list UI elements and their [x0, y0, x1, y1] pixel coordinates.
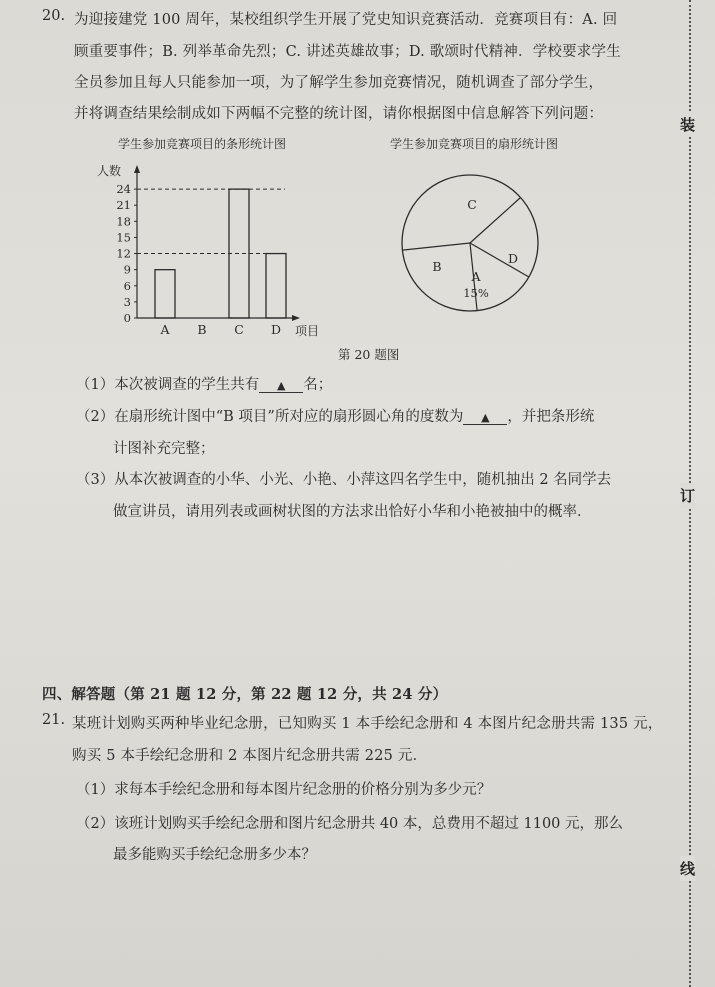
y-axis-arrow	[134, 165, 140, 173]
x-axis-arrow	[292, 315, 300, 321]
answer-blank-2[interactable]: ▲	[463, 411, 507, 425]
figure-caption: 第 20 题图	[338, 347, 400, 362]
x-tick-label: B	[197, 322, 207, 337]
q20-line-1: 为迎接建党 100 周年，某校组织学生开展了党史知识竞赛活动．竞赛项目有：A. 回	[74, 12, 618, 28]
y-tick-label: 6	[123, 278, 131, 293]
q20-sub2-line2: 计图补充完整；	[113, 441, 215, 457]
q20-sub2-suffix: ，并把条形统	[507, 409, 595, 425]
q21-line-2: 购买 5 本手绘纪念册和 2 本图片纪念册共需 225 元．	[72, 748, 428, 764]
pie-slice-edge-D	[470, 197, 521, 243]
q20-sub1-suffix: 名；	[303, 377, 333, 393]
x-tick-label: D	[270, 322, 282, 337]
q21-line-1: 某班计划购买两种毕业纪念册，已知购买 1 本手绘纪念册和 4 本图片纪念册共需 135 元，	[72, 716, 663, 732]
y-tick-label: 9	[123, 262, 131, 277]
binding-char-zhuang: 装	[680, 112, 695, 137]
pie-chart	[395, 170, 565, 320]
pie-label-D: D	[507, 251, 519, 266]
pie-chart-title: 学生参加竞赛项目的扇形统计图	[390, 137, 559, 151]
y-tick-label: 15	[116, 230, 131, 245]
y-tick-label: 18	[116, 214, 131, 229]
answer-blank-1[interactable]: ▲	[259, 379, 303, 393]
q20-line-4: 并将调查结果绘制成如下两幅不完整的统计图，请你根据图中信息解答下列问题：	[74, 106, 604, 122]
pie-label-C: C	[467, 197, 477, 212]
pie-slice-edge-C	[402, 243, 470, 250]
binding-char-ding: 订	[680, 483, 695, 508]
bar-A	[155, 270, 175, 318]
x-axis-label: 项目	[295, 324, 320, 338]
question-21-number: 21.	[42, 712, 66, 728]
x-tick-label: C	[234, 322, 244, 337]
binding-char-xian: 线	[680, 856, 695, 881]
bar-D	[266, 254, 286, 318]
pie-label-A-percent: 15%	[463, 286, 489, 300]
pie-label-B: B	[432, 259, 442, 274]
q20-sub1-text: （1）本次被调查的学生共有	[76, 377, 260, 393]
y-axis-label: 人数	[97, 164, 122, 178]
y-tick-label: 21	[116, 198, 131, 213]
y-tick-label: 24	[116, 182, 131, 197]
question-20-number: 20.	[42, 8, 66, 24]
y-tick-label: 3	[123, 294, 131, 309]
bar-chart	[95, 155, 340, 345]
q20-line-3: 全员参加且每人只能参加一项，为了解学生参加竞赛情况，随机调查了部分学生，	[74, 75, 604, 91]
q20-sub3-line1: （3）从本次被调查的小华、小光、小艳、小萍这四名学生中，随机抽出 2 名同学去	[76, 472, 612, 488]
section-4-header: 四、解答题（第 21 题 12 分，第 22 题 12 分，共 24 分）	[42, 686, 448, 703]
q20-sub2	[76, 405, 594, 426]
bar-chart-title: 学生参加竞赛项目的条形统计图	[118, 137, 287, 151]
y-tick-label: 0	[123, 311, 131, 325]
pie-label-A: A	[471, 269, 481, 284]
q21-sub2-line1: （2）该班计划购买手绘纪念册和图片纪念册共 40 本，总费用不超过 1100 元，那么	[76, 816, 624, 832]
y-tick-label: 12	[116, 246, 131, 261]
q20-sub1	[76, 373, 332, 394]
q20-sub3-line2: 做宣讲员，请用列表或画树状图的方法求出恰好小华和小艳被抽中的概率．	[113, 504, 592, 520]
q20-sub2-text: （2）在扇形统计图中“B 项目”所对应的扇形圆心角的度数为	[76, 409, 464, 425]
q21-sub1: （1）求每本手绘纪念册和每本图片纪念册的价格分别为多少元？	[76, 782, 492, 798]
q21-sub2-line2: 最多能购买手绘纪念册多少本？	[113, 847, 316, 863]
q20-line-2: 顾重要事件；B. 列举革命先烈；C. 讲述英雄故事；D. 歌颂时代精神．学校要求学生	[74, 44, 621, 60]
x-tick-label: A	[160, 322, 170, 337]
